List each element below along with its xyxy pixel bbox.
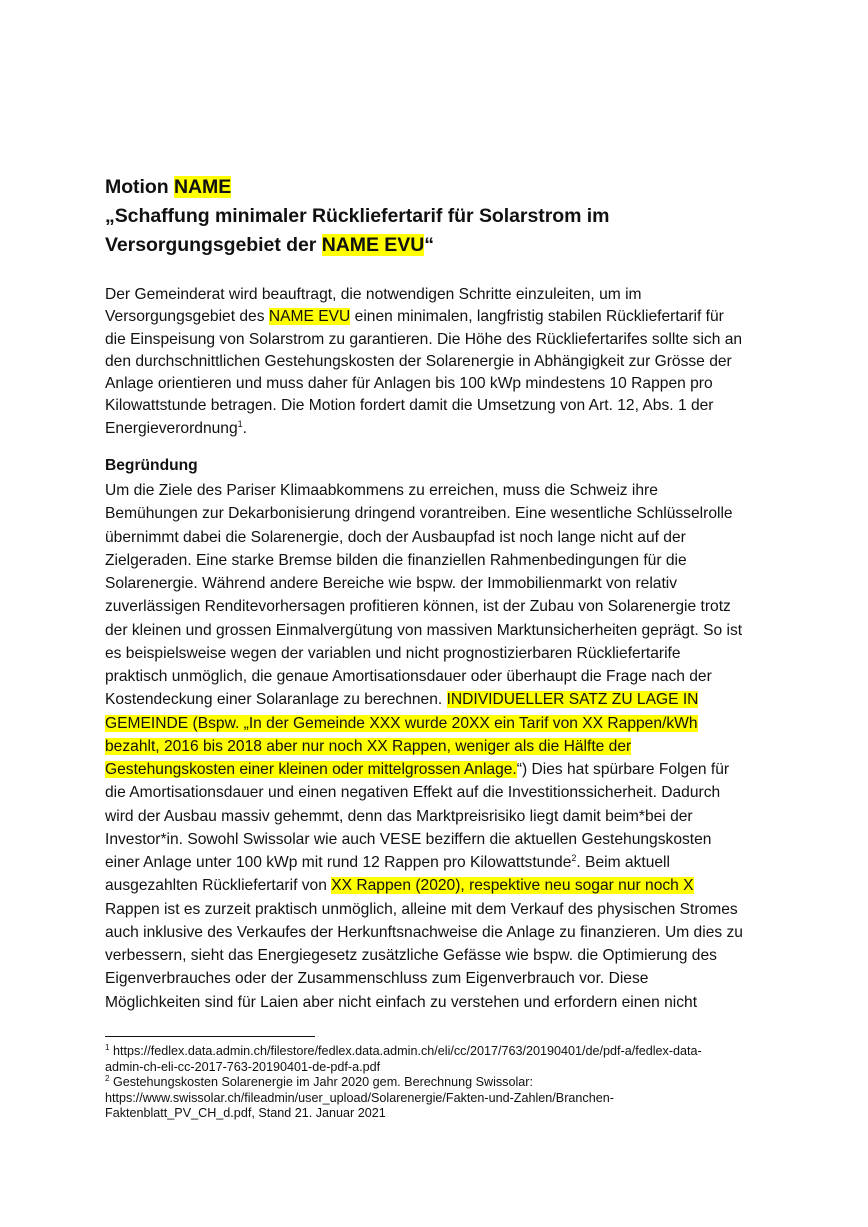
placeholder-highlight: bezahlt, 2016 bis 2018 aber nur noch XX Rappen, weniger als die Hälfte der <box>105 737 632 755</box>
footnote-reference-2[interactable]: 2 <box>571 852 577 863</box>
body-text: Kostendeckung einer Solaranlage zu berechnen. <box>105 691 447 709</box>
section-heading-begruendung: Begründung <box>105 457 198 474</box>
body-line <box>105 758 805 781</box>
intro-text: . <box>242 419 247 437</box>
body-line <box>105 735 805 758</box>
title-closing-quote: “ <box>424 234 434 256</box>
body-text: . Beim aktuell <box>576 854 670 871</box>
body-line: es beispielsweise wegen der variablen und nicht prognostizierbaren Rückliefertarife <box>105 644 681 662</box>
body-line: Investor*in. Sowohl Swissolar wie auch VESE beziffern die aktuellen Gestehungskosten <box>105 830 712 848</box>
title-motion-label: Motion <box>105 176 174 198</box>
title-line-3 <box>105 231 805 260</box>
intro-line: Anlage orientieren und muss daher für Anlagen bis 100 kWp mindestens 10 Rappen pro <box>105 375 713 393</box>
footnote-2-number: 2 <box>105 1073 110 1083</box>
footnote-1-number: 1 <box>105 1042 110 1052</box>
body-line: Solarenergie. Während andere Bereiche wie bspw. der Immobilienmarkt von relativ <box>105 575 678 592</box>
body-line: Bemühungen zur Dekarbonisierung dringend vorantreiben. Eine wesentliche Schlüsselrolle <box>105 505 733 523</box>
body-line: Rappen ist es zurzeit praktisch unmöglich, alleine mit dem Verkauf des physischen Stromes <box>105 900 738 918</box>
title-line-2: „Schaffung minimaler Rückliefertarif für Solarstrom im <box>105 205 610 227</box>
body-line: Eigenverbrauches oder der Zusammenschluss zum Eigenverbrauch vor. Diese <box>105 970 649 988</box>
body-line: der kleinen und grossen Einmalvergütung von massiven Marktunsicherheiten geprägt. So ist <box>105 621 743 639</box>
body-line <box>105 874 805 897</box>
body-text: einer Anlage unter 100 kWp mit rund 12 Rappen pro Kilowattstunde <box>105 854 572 871</box>
placeholder-highlight: GEMEINDE (Bspw. „In der Gemeinde XXX wurde 20XX ein Tarif von XX Rappen/kWh <box>105 714 698 732</box>
intro-text: Versorgungsgebiet des <box>105 308 269 326</box>
body-line <box>105 712 805 735</box>
intro-evu-highlight: NAME EVU <box>268 308 351 326</box>
body-line: übernimmt dabei die Solarenergie, doch der Ausbaupfad ist noch lange nicht auf der <box>105 528 686 546</box>
body-line: zuverlässigen Renditevorhersagen profitieren können, ist der Zubau von Solarenergie trotz <box>105 598 731 616</box>
body-line: die Amortisationsdauer und einen negativen Effekt auf die Investitionssicherheit. Dadurch <box>105 784 721 802</box>
body-text: “) Dies hat spürbare Folgen für <box>516 761 730 778</box>
body-line: verbessern, sieht das Energiegesetz zusätzliche Gefässe wie bspw. die Optimierung des <box>105 947 717 964</box>
title-line-1 <box>105 173 805 202</box>
title-motion-name-highlight: NAME <box>173 176 232 198</box>
intro-line: die Einspeisung von Solarstrom zu garantieren. Die Höhe des Rückliefertarifes sollte sich an <box>105 330 743 348</box>
footnote-1-link[interactable]: https://fedlex.data.admin.ch/filestore/fedlex.data.admin.ch/eli/cc/2017/763/20190401/de/pdf-a/fedlex-data- <box>109 1044 702 1058</box>
intro-line: Der Gemeinderat wird beauftragt, die notwendigen Schritte einzuleiten, um im <box>105 286 642 303</box>
intro-text: einen minimalen, langfristig stabilen Rückliefertarif für <box>350 308 724 326</box>
body-line: auch inklusive des Verkaufes der Herkunftsnachweise die Anlage zu finanzieren. Um dies zu <box>105 923 743 941</box>
body-line: wird der Ausbau massiv gehemmt, denn das Marktpreisrisiko liegt damit beim*bei der <box>105 807 693 825</box>
intro-line <box>105 306 805 328</box>
intro-line: den durchschnittlichen Gestehungskosten der Solarenergie in Abhängigkeit zur Grösse der <box>105 352 732 370</box>
title-evu-highlight: NAME EVU <box>321 234 425 256</box>
body-line: praktisch unmöglich, die genaue Amortisationsdauer oder überhaupt die Frage nach der <box>105 668 712 685</box>
intro-line <box>105 418 805 440</box>
footnote-2-link[interactable]: https://www.swissolar.ch/fileadmin/user_upload/Solarenergie/Fakten-und-Zahlen/Branchen- <box>105 1090 614 1105</box>
intro-text: Energieverordnung <box>105 419 238 437</box>
body-line: Zielgeraden. Eine starke Bremse bilden die finanziellen Rahmenbedingungen für die <box>105 551 687 569</box>
body-line: Möglichkeiten sind für Laien aber nicht einfach zu verstehen und erfordern einen nicht <box>105 993 698 1011</box>
footnote-1-line <box>105 1044 805 1060</box>
body-line: Um die Ziele des Pariser Klimaabkommens zu erreichen, muss die Schweiz ihre <box>105 482 658 499</box>
placeholder-highlight: INDIVIDUELLER SATZ ZU LAGE IN <box>446 691 699 709</box>
placeholder-highlight: Gestehungskosten einer kleinen oder mittelgrossen Anlage. <box>105 761 517 778</box>
body-text: ausgezahlten Rückliefertarif von <box>105 877 332 895</box>
motion-title <box>105 173 805 260</box>
body-line <box>105 688 805 711</box>
body-line <box>105 851 805 874</box>
footnote-2-line <box>105 1075 805 1091</box>
footnote-reference-1[interactable]: 1 <box>237 418 243 429</box>
intro-line: Kilowattstunde betragen. Die Motion fordert damit die Umsetzung von Art. 12, Abs. 1 der <box>105 397 714 415</box>
motion-request-paragraph <box>105 284 805 440</box>
footnote-2-text: Gestehungskosten Solarenergie im Jahr 2020 gem. Berechnung Swissolar: <box>109 1075 533 1089</box>
placeholder-highlight: XX Rappen (2020), respektive neu sogar nur noch X <box>331 877 694 895</box>
footnote-separator <box>105 1036 315 1037</box>
begruendung-paragraph <box>105 479 805 1014</box>
title-line-3-text: Versorgungsgebiet der <box>105 234 322 256</box>
footnote-2-line: Faktenblatt_PV_CH_d.pdf, Stand 21. Januar 2021 <box>105 1106 386 1120</box>
footnotes <box>105 1044 805 1122</box>
footnote-1-line[interactable]: admin-ch-eli-cc-2017-763-20190401-de-pdf-a.pdf <box>105 1059 381 1074</box>
